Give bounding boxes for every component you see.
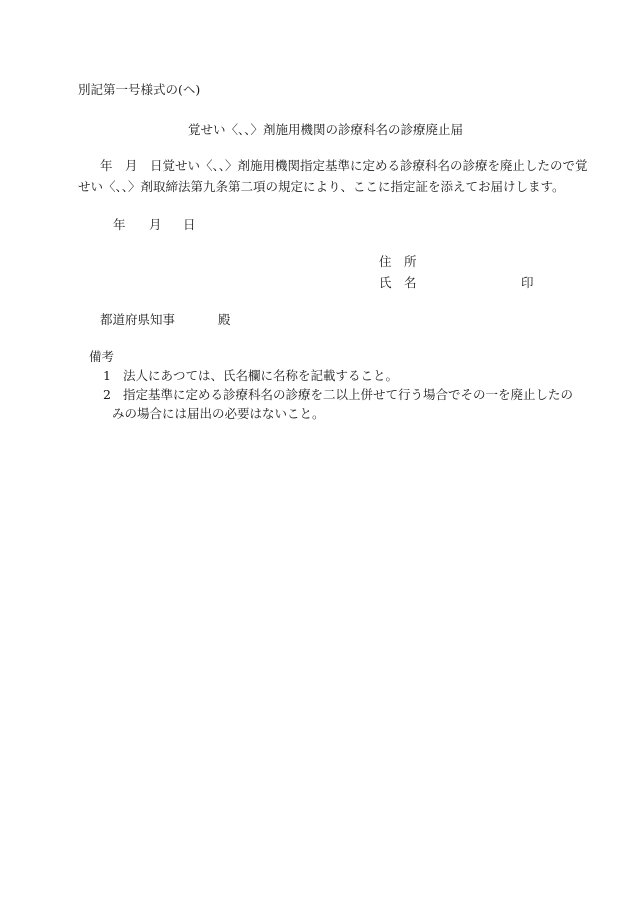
body-text-line-2: せい〈、、〉剤取締法第九条第二項の規定により、ここに指定証を添えてお届けします。 xyxy=(78,179,565,194)
seal-mark: 印 xyxy=(521,275,534,290)
remark-number: 1 xyxy=(103,368,111,383)
date-year-label: 年 xyxy=(113,217,126,232)
form-label: 別記第一号様式の(ヘ) xyxy=(78,82,201,97)
name-label: 氏 名 xyxy=(379,275,417,290)
recipient-honorific: 殿 xyxy=(218,312,231,327)
remark-number: 2 xyxy=(103,387,111,402)
remark-text-continuation: みの場合には届出の必要はないこと。 xyxy=(112,406,325,421)
remark-text: 法人にあつては、氏名欄に名称を記載すること。 xyxy=(123,368,399,383)
remark-text: 指定基準に定める診療科名の診療を二以上併せて行う場合でその一を廃止したの xyxy=(123,387,574,402)
body-text-line-1: 年 月 日覚せい〈、、〉剤施用機関指定基準に定める診療科名の診療を廃止したので覚 xyxy=(100,158,588,173)
date-day-label: 日 xyxy=(183,217,196,232)
recipient-name: 都道府県知事 xyxy=(100,312,176,327)
address-label: 住 所 xyxy=(379,254,417,269)
remarks-heading: 備考 xyxy=(89,349,115,364)
date-month-label: 月 xyxy=(149,217,162,232)
document-title: 覚せい〈、、〉剤施用機関の診療科名の診療廃止届 xyxy=(188,122,464,137)
